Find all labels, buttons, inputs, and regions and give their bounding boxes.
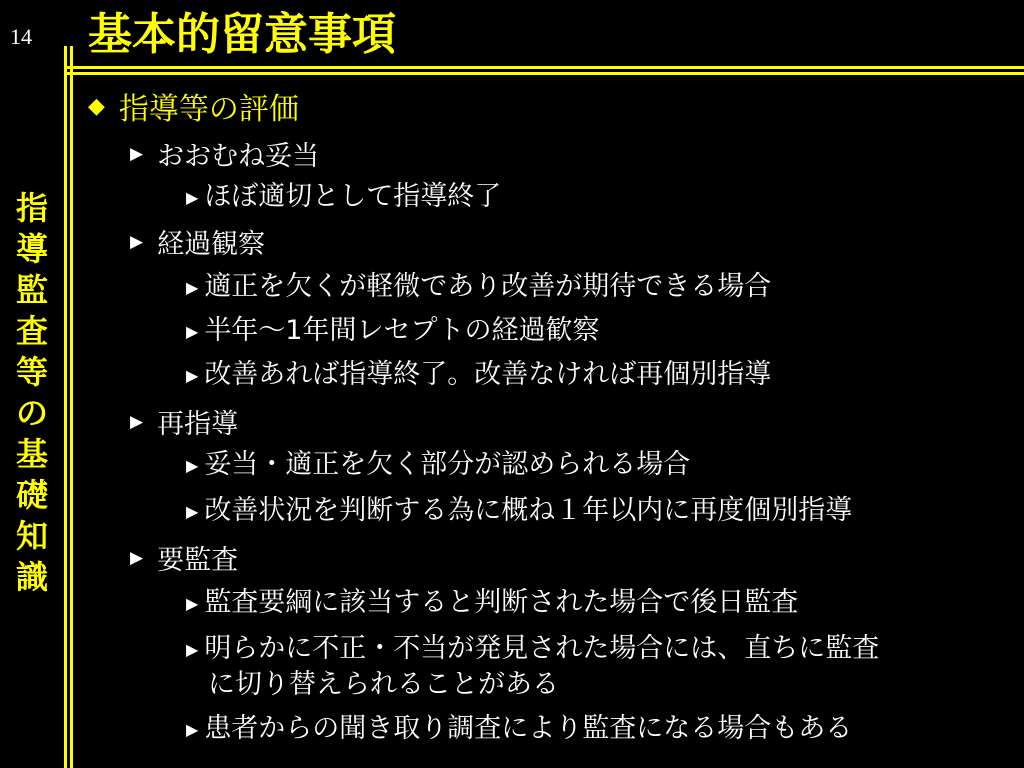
triangle-bullet-icon: ▶ — [186, 501, 199, 521]
item-text: 改善状況を判断する為に概ね１年以内に再度個別指導 — [204, 495, 853, 526]
diamond-bullet-icon: ◆ — [88, 93, 105, 119]
side-char: 知 — [15, 517, 48, 555]
section-item — [186, 356, 771, 394]
section-heading — [130, 402, 238, 441]
item-text: 監査要綱に該当すると判断された場合で後日監査 — [204, 587, 799, 618]
item-text: 妥当・適正を欠く部分が認められる場合 — [204, 449, 691, 480]
section-heading — [130, 538, 238, 577]
side-char: 基 — [15, 435, 48, 473]
page-number: 14 — [10, 24, 32, 49]
section-item — [186, 268, 771, 306]
side-char: 等 — [15, 353, 48, 391]
triangle-bullet-icon: ▶ — [186, 187, 199, 207]
section-item — [186, 630, 879, 668]
section-heading — [130, 222, 265, 261]
triangle-bullet-icon: ▶ — [186, 455, 199, 475]
section-item-continuation — [208, 666, 559, 704]
item-text: 適正を欠くが軽微であり改善が期待できる場合 — [204, 271, 772, 302]
side-char: 礎 — [15, 476, 48, 514]
item-text: 明らかに不正・不当が発見された場合には、直ちに監査 — [204, 633, 880, 664]
side-char: の — [15, 394, 48, 432]
item-text: 半年～1年間レセプトの経過歓察 — [204, 315, 600, 346]
item-text: 改善あれば指導終了。改善なければ再個別指導 — [204, 359, 772, 390]
side-title — [14, 188, 50, 598]
item-text: 患者からの聞き取り調査により監査になる場合もある — [204, 713, 853, 744]
main-heading — [88, 84, 299, 128]
triangle-bullet-icon: ▶ — [186, 365, 199, 385]
side-char: 指 — [15, 189, 48, 227]
section-text: 経過観察 — [157, 229, 266, 260]
slide-title: 基本的留意事項 — [88, 9, 396, 60]
section-item — [186, 584, 798, 622]
triangle-bullet-icon: ▶ — [186, 639, 199, 659]
left-rule-outer — [64, 46, 67, 768]
side-char: 導 — [15, 230, 48, 268]
item-text: に切り替えられることがある — [208, 669, 559, 700]
left-rule-inner — [70, 46, 73, 768]
section-item — [186, 312, 600, 350]
section-item — [186, 492, 852, 530]
item-text: ほぼ適切として指導終了 — [204, 181, 502, 212]
side-char: 識 — [15, 558, 48, 596]
triangle-bullet-icon: ▶ — [130, 231, 144, 252]
section-item — [186, 710, 852, 748]
main-heading-text: 指導等の評価 — [118, 92, 299, 127]
section-text: おおむね妥当 — [157, 141, 320, 172]
triangle-bullet-icon: ▶ — [186, 277, 199, 297]
section-text: 再指導 — [157, 409, 239, 440]
section-item — [186, 446, 690, 484]
title-underline-inner — [64, 72, 1024, 75]
triangle-bullet-icon: ▶ — [186, 719, 199, 739]
section-heading — [130, 134, 319, 173]
section-item — [186, 178, 501, 216]
side-char: 査 — [15, 312, 48, 350]
title-underline — [64, 66, 1024, 69]
triangle-bullet-icon: ▶ — [130, 411, 144, 432]
triangle-bullet-icon: ▶ — [186, 321, 199, 341]
side-char: 監 — [15, 271, 48, 309]
triangle-bullet-icon: ▶ — [130, 143, 144, 164]
section-text: 要監査 — [157, 545, 239, 576]
triangle-bullet-icon: ▶ — [186, 593, 199, 613]
triangle-bullet-icon: ▶ — [130, 547, 144, 568]
